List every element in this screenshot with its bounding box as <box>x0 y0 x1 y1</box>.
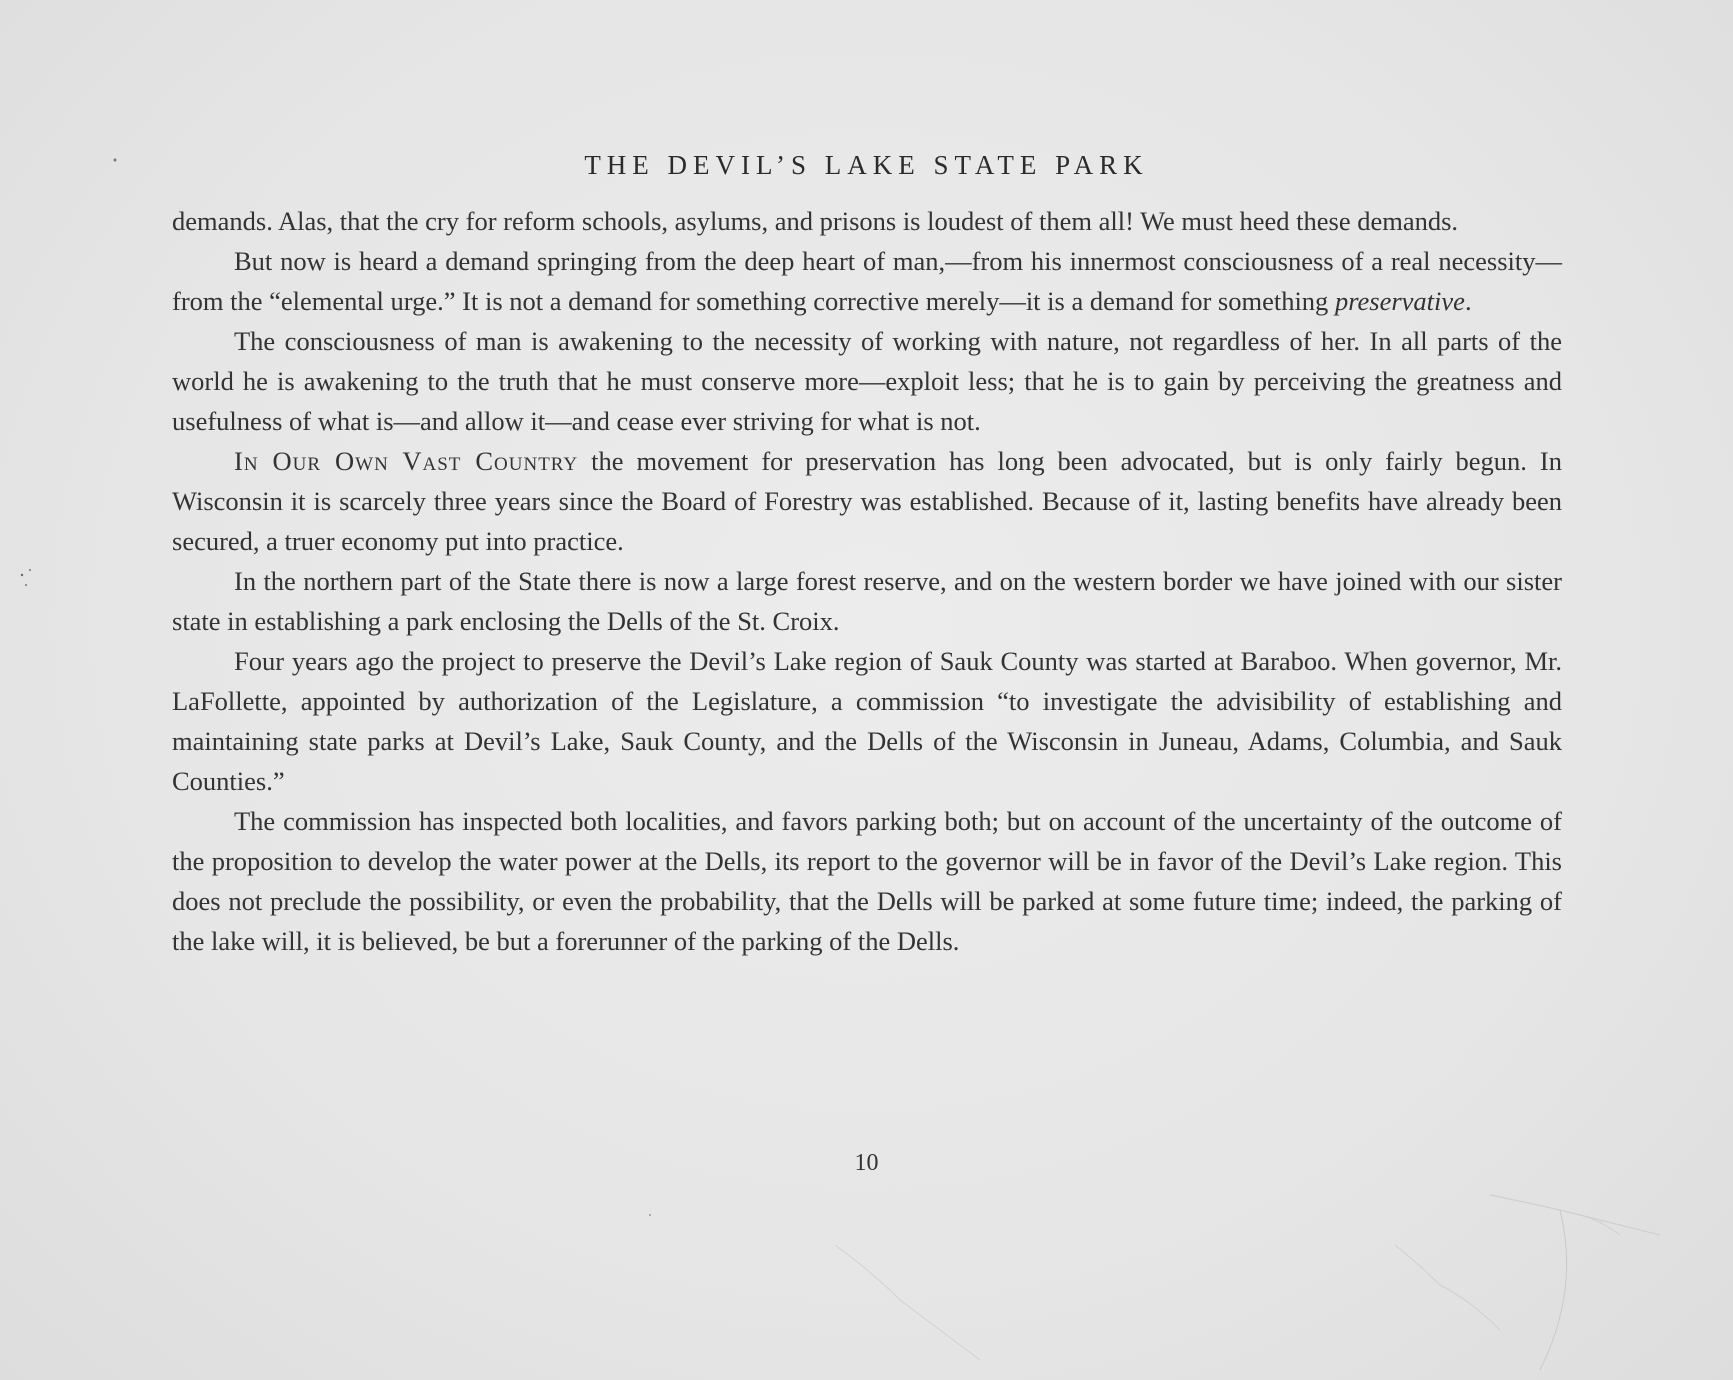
paragraph-1: demands. Alas, that the cry for reform schools, asylums, and prisons is loudest of them all! We must heed these demands. <box>172 206 1459 236</box>
paragraph-3: The consciousness of man is awakening to the necessity of working with nature, not regardless of her. In all parts of the world he is awakening to the truth that he must conserve more—exploit less; that he is to gain by perceiving the greatness and usefulness of what is—and allow it—and cease ever striving for what is not. <box>172 326 1562 436</box>
running-head: THE DEVIL’S LAKE STATE PARK <box>584 150 1149 180</box>
paragraph-4 <box>172 441 1562 561</box>
paragraph-2-text: But now is heard a demand springing from the deep heart of man,—from his innermost consciousness of a real necessity—from the “elemental urge.” It is not a demand for something corrective merely—it is a demand for something <box>172 246 1562 316</box>
paragraph-7: The commission has inspected both localities, and favors parking both; but on account of the uncertainty of the outcome of the proposition to develop the water power at the Dells, its report to the governor will be in favor of the Devil’s Lake region. This does not preclude the possibility, or even the probability, that the Dells will be parked at some future time; indeed, the parking of the lake will, it is believed, be but a forerunner of the parking of the Dells. <box>172 806 1562 956</box>
paragraph-6: Four years ago the project to preserve the Devil’s Lake region of Sauk County was started at Baraboo. When governor, Mr. LaFollette, appointed by authorization of the Legislature, a commission “to investigate the advisibility of establishing and maintaining state parks at Devil’s Lake, Sauk County, and the Dells of the Wisconsin in Juneau, Adams, Columbia, and Sauk Counties.” <box>172 646 1562 796</box>
paragraph-2-end: . <box>1464 286 1472 316</box>
page-number: 10 <box>854 1150 879 1176</box>
paragraph-2 <box>172 241 1562 321</box>
body-text <box>172 201 1562 961</box>
paragraph-4-text: the movement for preservation has long been advocated, but is only fairly begun. In Wisconsin it is scarcely three years since the Board of Forestry was established. Because of it, lasting benefits have already been secured, a truer economy put into practice. <box>172 446 1562 556</box>
paragraph-5: In the northern part of the State there is now a large forest reserve, and on the western border we have joined with our sister state in establishing a park enclosing the Dells of the St. Croix. <box>172 566 1562 636</box>
italic-word-preservative: preservative <box>1334 286 1465 316</box>
small-caps-lead-in: In Our Own Vast Country <box>234 446 579 476</box>
